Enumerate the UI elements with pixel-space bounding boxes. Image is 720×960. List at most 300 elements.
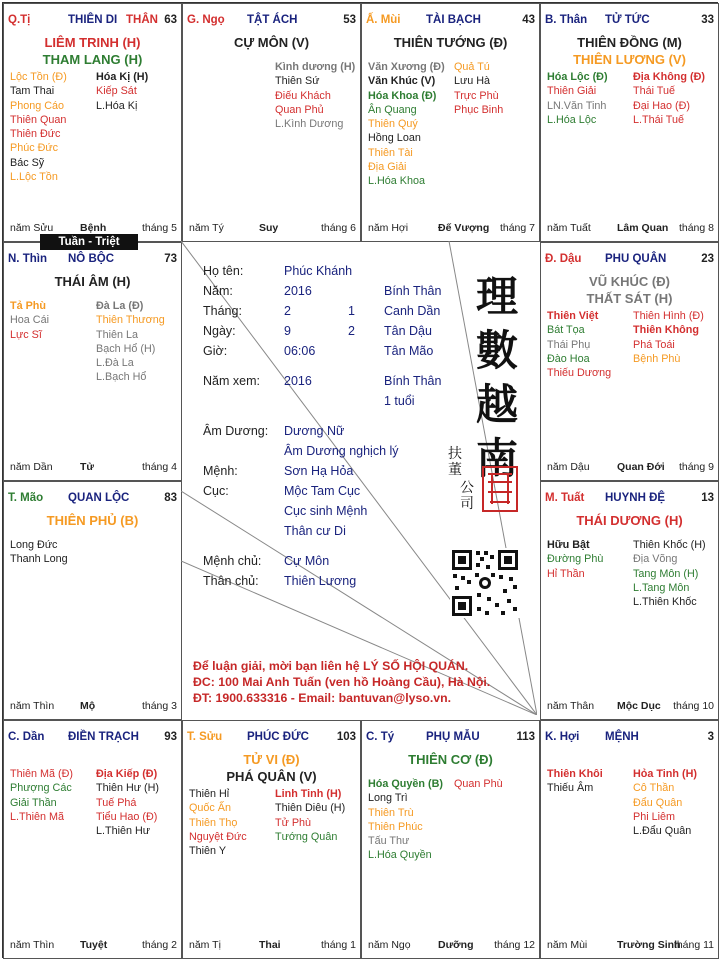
footer-month: tháng 7 <box>499 222 535 234</box>
minor-star: Hóa Khoa (Đ) <box>368 89 437 102</box>
palace-name: ĐIỀN TRẠCH <box>68 731 139 743</box>
minor-star: Thiếu Âm <box>547 782 594 795</box>
footer-phase: Quan Đới <box>617 461 665 473</box>
palace-cell[interactable] <box>540 720 719 959</box>
value-ngay-can: Tân Dậu <box>384 324 432 338</box>
palace-can-chi: Q.Tị <box>8 14 31 26</box>
minor-stars-left <box>368 777 443 863</box>
minor-star: Phúc Đức <box>10 142 59 155</box>
footer-phase: Lâm Quan <box>617 222 669 234</box>
footer-month: tháng 12 <box>494 939 535 951</box>
minor-star: Tiểu Hao (Đ) <box>96 810 158 823</box>
palace-name: MỆNH <box>605 731 639 743</box>
contact-line-1: Để luận giải, mời bạn liên hệ LÝ SỐ HỘI QUÁN. <box>193 659 469 673</box>
label-cuc: Cục: <box>203 484 229 498</box>
palace-number: 103 <box>336 731 356 743</box>
minor-star: Thiên Thương <box>96 314 165 327</box>
palace-footer <box>10 461 177 474</box>
minor-star: Hoa Cái <box>10 314 50 327</box>
minor-stars-right <box>96 70 148 113</box>
main-stars <box>362 751 539 768</box>
minor-star: Thiên Việt <box>547 310 599 322</box>
minor-star: Thiên Không <box>633 324 699 337</box>
palace-cell[interactable] <box>3 720 182 959</box>
minor-star: L.Thiên Hư <box>96 825 151 838</box>
palace-header <box>545 14 714 28</box>
main-stars <box>4 34 181 68</box>
minor-star: Hồng Loan <box>368 132 421 145</box>
footer-phase: Mộc Dục <box>617 700 661 712</box>
minor-star: Kiếp Sát <box>96 85 137 98</box>
minor-star: Phục Binh <box>454 103 504 116</box>
value-menh-chu: Cự Môn <box>284 554 330 568</box>
value-than-chu: Thiên Lương <box>284 574 357 588</box>
main-star: THIÊN LƯƠNG (V) <box>573 52 686 67</box>
minor-star: Đường Phù <box>547 553 604 566</box>
minor-star: Thiên Đức <box>10 128 61 141</box>
minor-star: Thiên Hư (H) <box>96 782 160 795</box>
minor-star: Bệnh Phù <box>633 352 681 365</box>
palace-can-chi: Ấ. Mùi <box>366 14 401 26</box>
palace-footer <box>368 939 535 952</box>
main-stars <box>541 34 718 68</box>
minor-star: L.Đẩu Quân <box>633 825 692 838</box>
palace-number: 83 <box>164 492 177 504</box>
value-nam: 2016 <box>284 284 312 298</box>
palace-cell[interactable] <box>182 3 361 242</box>
palace-footer <box>189 222 356 235</box>
main-star: CỰ MÔN (V) <box>233 35 310 50</box>
palace-number: 73 <box>164 253 177 265</box>
minor-star: Thiên Sứ <box>275 75 320 88</box>
value-cuc-2: Cục sinh Mệnh <box>284 504 368 518</box>
main-star: VŨ KHÚC (Đ) <box>589 274 670 289</box>
footer-month: tháng 2 <box>141 939 177 951</box>
minor-stars-left <box>368 60 445 189</box>
minor-star: Long Đức <box>10 539 58 551</box>
minor-stars-right <box>633 70 705 127</box>
minor-stars-left <box>547 767 603 796</box>
calligraphy-char: 南 <box>475 434 518 483</box>
palace-number: 113 <box>516 731 535 743</box>
palace-name: HUYNH ĐỆ <box>605 492 666 504</box>
main-star: THAM LANG (H) <box>42 52 143 67</box>
value-nam-can: Bính Thân <box>384 284 442 298</box>
calligraphy-char: 理 <box>475 272 518 321</box>
palace-header <box>187 14 356 28</box>
value-nam-xem: 2016 <box>284 374 312 388</box>
value-cuc: Mộc Tam Cục <box>284 484 361 498</box>
minor-star: Địa Võng <box>633 553 678 566</box>
palace-header <box>8 492 177 506</box>
palace-number: 33 <box>701 14 714 26</box>
qr-code-icon[interactable] <box>450 548 520 618</box>
palace-header <box>8 731 177 745</box>
palace-number: 43 <box>522 14 535 26</box>
minor-star: Văn Khúc (V) <box>368 75 436 88</box>
main-stars <box>183 34 360 51</box>
minor-star: L.Kình Dương <box>275 118 344 131</box>
minor-star: Thiên Diêu (H) <box>275 802 346 815</box>
value-thang: 2 <box>284 304 291 318</box>
minor-stars-left <box>10 299 49 342</box>
palace-can-chi: C. Tý <box>366 731 395 743</box>
minor-star: Hỏa Tinh (H) <box>633 768 697 780</box>
main-star: THÁI DƯƠNG (H) <box>576 513 683 528</box>
minor-star: Lực Sĩ <box>10 328 42 341</box>
label-ho-ten: Họ tên: <box>203 264 244 278</box>
minor-star: Thái Tuế <box>633 85 676 98</box>
footer-month: tháng 4 <box>141 461 177 473</box>
palace-number: 63 <box>164 14 177 26</box>
footer-phase: Suy <box>259 222 279 234</box>
minor-star: L.Tang Môn <box>633 581 690 594</box>
minor-star: Thiên Hỉ <box>189 788 230 800</box>
calligraphy-small-2 <box>460 480 476 512</box>
minor-star: L.Lộc Tồn <box>10 171 58 184</box>
palace-footer <box>10 700 177 713</box>
value-ngay: 9 <box>284 324 291 338</box>
palace-name: TỬ TỨC <box>605 14 650 26</box>
minor-star: Đào Hoa <box>547 352 590 365</box>
footer-year: năm Thìn <box>10 700 55 712</box>
minor-stars-left <box>547 70 608 127</box>
label-nam: Năm: <box>203 284 233 298</box>
minor-star: Hóa Lộc (Đ) <box>547 71 608 83</box>
palace-name: PHÚC ĐỨC <box>247 731 309 743</box>
minor-star: Tang Môn (H) <box>633 567 699 580</box>
minor-stars-right <box>633 309 704 366</box>
palace-header <box>8 14 177 28</box>
palace-footer <box>368 222 535 235</box>
palace-name: PHỤ MẪU <box>426 731 480 743</box>
footer-year: năm Dần <box>10 461 53 473</box>
minor-stars-right <box>275 787 345 844</box>
minor-stars-left <box>547 309 611 380</box>
footer-month: tháng 1 <box>320 939 356 951</box>
minor-star: Hữu Bật <box>547 539 590 551</box>
palace-footer <box>10 939 177 952</box>
tuan-triet-badge: Tuần - Triệt <box>40 234 138 250</box>
footer-phase: Thai <box>259 939 281 951</box>
main-star: THIÊN PHỦ (B) <box>46 513 139 528</box>
minor-stars-right <box>96 767 159 838</box>
palace-number: 13 <box>701 492 714 504</box>
main-star: THIÊN ĐỒNG (M) <box>577 35 682 50</box>
palace-cell[interactable] <box>182 720 361 959</box>
label-am-duong: Âm Dương: <box>203 424 269 438</box>
calligraphy-small-char: 司 <box>460 496 474 512</box>
minor-star: Cô Thần <box>633 782 675 795</box>
main-stars <box>4 273 181 290</box>
minor-star: Quan Phủ <box>275 103 324 116</box>
main-stars <box>4 512 181 529</box>
footer-year: năm Thìn <box>10 939 55 951</box>
minor-star: Thiên Khốc (H) <box>633 539 706 551</box>
minor-stars-right <box>633 767 697 838</box>
minor-star: L.Hóa Lộc <box>547 113 597 126</box>
palace-header <box>187 731 356 745</box>
value-am-duong-2: Âm Dương nghịch lý <box>284 444 399 458</box>
minor-star: Phong Cáo <box>10 99 65 112</box>
minor-star: Hỉ Thần <box>547 567 585 580</box>
calligraphy-title <box>464 270 530 486</box>
palace-can-chi: Đ. Dậu <box>545 253 582 265</box>
main-star: THIÊN TƯỚNG (Đ) <box>393 35 508 50</box>
palace-cell[interactable] <box>540 242 719 481</box>
footer-phase: Tử <box>80 461 95 473</box>
footer-phase: Dưỡng <box>438 939 474 951</box>
contact-line-2: ĐC: 100 Mai Anh Tuấn (ven hồ Hoàng Cầu), Hà Nội. <box>193 675 491 689</box>
label-thang: Tháng: <box>203 304 242 318</box>
minor-star: Thiên Giải <box>547 85 597 98</box>
palace-can-chi: B. Thân <box>545 14 588 26</box>
minor-star: Trực Phù <box>454 89 499 102</box>
calligraphy-char: 越 <box>475 380 518 429</box>
minor-star: L.Thiên Mã <box>10 810 65 823</box>
minor-star: Tấu Thư <box>368 835 410 848</box>
palace-header <box>366 731 535 745</box>
minor-star: Lưu Hà <box>454 75 491 88</box>
label-gio: Giờ: <box>203 344 228 358</box>
minor-stars-right <box>454 777 503 791</box>
palace-name: QUAN LỘC <box>68 492 130 504</box>
palace-name: TÀI BẠCH <box>426 14 481 26</box>
label-nam-xem: Năm xem: <box>203 374 260 388</box>
minor-star: Thiên Trù <box>368 806 414 819</box>
main-star: THÁI ÂM (H) <box>54 274 131 289</box>
main-star: THẤT SÁT (H) <box>586 291 673 306</box>
palace-name: THIÊN DI <box>68 14 118 26</box>
minor-stars-left <box>10 767 73 824</box>
palace-cell[interactable] <box>361 720 540 959</box>
footer-year: năm Hợi <box>368 222 409 234</box>
palace-cell[interactable] <box>540 3 719 242</box>
label-menh: Mệnh: <box>203 464 238 478</box>
minor-star: Thiên Phúc <box>368 820 423 833</box>
minor-star: Linh Tinh (H) <box>275 788 342 800</box>
value-gio-can: Tân Mão <box>384 344 434 358</box>
footer-month: tháng 11 <box>673 939 714 951</box>
minor-star: Thiên Thọ <box>189 816 238 829</box>
minor-star: Đại Hao (Đ) <box>633 99 690 112</box>
palace-number: 3 <box>707 731 714 743</box>
minor-star: Phượng Các <box>10 782 72 795</box>
minor-star: Thiên Mã (Đ) <box>10 768 73 780</box>
footer-month: tháng 6 <box>320 222 356 234</box>
minor-star: Thiên Khôi <box>547 768 603 780</box>
palace-footer <box>547 222 714 235</box>
palace-footer <box>189 939 356 952</box>
footer-month: tháng 10 <box>673 700 714 712</box>
palace-header <box>545 253 714 267</box>
footer-phase: Trường Sinh <box>617 939 681 951</box>
value-thang-can: Canh Dần <box>384 304 441 318</box>
calligraphy-char: 數 <box>475 326 518 375</box>
minor-star: Tam Thai <box>10 85 55 98</box>
minor-star: Tử Phù <box>275 816 312 829</box>
palace-cell[interactable] <box>3 3 182 242</box>
minor-star: Đà La (Đ) <box>96 300 144 312</box>
footer-year: năm Mùi <box>547 939 588 951</box>
minor-star: Phá Toái <box>633 338 675 351</box>
footer-month: tháng 3 <box>141 700 177 712</box>
minor-stars-left <box>189 787 247 858</box>
minor-star: L.Hóa Kị <box>96 99 138 112</box>
minor-star: L.Đà La <box>96 357 134 370</box>
palace-footer <box>547 461 714 474</box>
minor-star: Thiên Y <box>189 845 227 858</box>
value-menh: Sơn Hạ Hỏa <box>284 464 354 478</box>
minor-stars-left <box>547 538 603 581</box>
minor-star: L.Hóa Khoa <box>368 175 426 188</box>
minor-star: Tả Phù <box>10 300 46 312</box>
minor-stars-right <box>633 538 706 609</box>
footer-phase: Tuyệt <box>80 939 108 951</box>
minor-star: Điếu Khách <box>275 89 331 102</box>
palace-can-chi: T. Sửu <box>187 731 223 743</box>
palace-cell[interactable] <box>3 481 182 720</box>
calligraphy-small-char: 公 <box>460 480 474 496</box>
palace-footer <box>547 700 714 713</box>
minor-star: Kình dương (H) <box>275 61 356 73</box>
palace-can-chi: G. Ngọ <box>187 14 225 26</box>
minor-star: Hóa Kị (H) <box>96 71 149 83</box>
minor-star: Thiên Quý <box>368 118 418 131</box>
minor-stars-left <box>10 70 67 184</box>
calligraphy-small-char: 扶 <box>448 446 462 462</box>
footer-year: năm Sửu <box>10 222 54 234</box>
main-stars <box>541 512 718 529</box>
minor-star: L.Bạch Hổ <box>96 371 147 384</box>
minor-star: Thiên Hình (Đ) <box>633 310 704 322</box>
minor-star: Nguyệt Đức <box>189 830 247 843</box>
calligraphy-small-1 <box>448 446 464 478</box>
main-star: THIÊN CƠ (Đ) <box>408 752 493 767</box>
minor-star: Phi Liêm <box>633 810 676 823</box>
palace-name: TẬT ÁCH <box>247 14 298 26</box>
footer-year: năm Tý <box>189 222 224 234</box>
palace-footer <box>547 939 714 952</box>
palace-number: 93 <box>164 731 177 743</box>
minor-star: Thiếu Dương <box>547 367 612 380</box>
minor-star: Ân Quang <box>368 103 417 116</box>
palace-header <box>545 731 714 745</box>
calligraphy-small-char: 董 <box>448 462 462 478</box>
minor-star: Lộc Tồn (Đ) <box>10 71 67 83</box>
palace-header <box>8 253 177 267</box>
main-stars <box>362 34 539 51</box>
palace-name: NÔ BỘC <box>68 253 114 265</box>
minor-star: L.Thái Tuế <box>633 113 685 126</box>
label-than-chu: Thân chủ: <box>203 574 259 588</box>
palace-can-chi: T. Mão <box>8 492 44 504</box>
minor-star: Địa Không (Đ) <box>633 71 705 83</box>
footer-phase: Đế Vượng <box>438 222 490 234</box>
main-star: PHÁ QUÂN (V) <box>226 769 317 784</box>
minor-star: Đẩu Quân <box>633 796 683 809</box>
footer-phase: Bệnh <box>80 222 107 234</box>
minor-stars-right <box>96 299 165 385</box>
minor-star: Địa Kiếp (Đ) <box>96 768 158 780</box>
minor-star: Bát Tọa <box>547 324 585 337</box>
value-cuc-3: Thân cư Di <box>284 524 346 538</box>
palace-header <box>545 492 714 506</box>
palace-can-chi: N. Thìn <box>8 253 47 265</box>
palace-can-chi: K. Hợi <box>545 731 580 743</box>
minor-star: Bác Sỹ <box>10 156 45 169</box>
label-menh-chu: Mệnh chủ: <box>203 554 262 568</box>
minor-stars-right <box>454 60 503 117</box>
minor-star: Giải Thần <box>10 796 57 809</box>
minor-star: L.Hóa Quyền <box>368 849 432 862</box>
palace-name: PHU QUÂN <box>605 253 667 265</box>
value-ngay-am: 2 <box>348 324 355 338</box>
footer-month: tháng 9 <box>678 461 714 473</box>
value-ho-ten: Phúc Khánh <box>284 264 353 278</box>
value-thang-am: 1 <box>348 304 355 318</box>
footer-year: năm Thân <box>547 700 595 712</box>
main-star: TỬ VI (Đ) <box>243 752 300 767</box>
palace-can-chi: M. Tuất <box>545 492 585 504</box>
palace-extra: THÂN <box>126 14 158 26</box>
value-tuoi: 1 tuổi <box>384 394 415 408</box>
footer-year: năm Tị <box>189 939 221 951</box>
minor-star: Bạch Hổ (H) <box>96 342 156 355</box>
minor-star: Long Trì <box>368 792 408 805</box>
value-am-duong: Dương Nữ <box>284 424 345 438</box>
footer-year: năm Dậu <box>547 461 590 473</box>
minor-stars-right <box>275 60 355 131</box>
minor-star: Thái Phụ <box>547 338 591 351</box>
minor-star: Thiên La <box>96 328 139 341</box>
main-stars <box>183 751 360 785</box>
footer-phase: Mộ <box>80 700 96 712</box>
minor-star: Thiên Quan <box>10 113 67 126</box>
red-seal-icon <box>482 466 518 512</box>
value-gio: 06:06 <box>284 344 316 358</box>
footer-month: tháng 8 <box>678 222 714 234</box>
palace-cell[interactable] <box>3 242 182 481</box>
minor-star: Thanh Long <box>10 553 68 566</box>
palace-header <box>366 14 535 28</box>
minor-star: L.Thiên Khốc <box>633 596 697 609</box>
palace-can-chi: C. Dần <box>8 731 45 743</box>
minor-star: Địa Giải <box>368 161 407 174</box>
footer-month: tháng 5 <box>141 222 177 234</box>
minor-star: Văn Xương (Đ) <box>368 61 445 73</box>
footer-year: năm Ngọ <box>368 939 411 951</box>
minor-star: Quan Phù <box>454 778 503 790</box>
main-stars <box>541 273 718 307</box>
palace-cell[interactable] <box>540 481 719 720</box>
minor-star: Tướng Quân <box>275 830 338 843</box>
value-nam-xem-can: Bính Thân <box>384 374 442 388</box>
label-ngay: Ngày: <box>203 324 236 338</box>
palace-number: 53 <box>343 14 356 26</box>
palace-cell[interactable] <box>361 3 540 242</box>
minor-star: Tuế Phá <box>96 796 137 809</box>
minor-star: LN.Văn Tinh <box>547 99 607 112</box>
minor-star: Quốc Ấn <box>189 802 232 815</box>
footer-year: năm Tuất <box>547 222 591 234</box>
minor-star: Thiên Tài <box>368 146 413 159</box>
contact-line-3: ĐT: 1900.633316 - Email: bantuvan@lyso.vn. <box>193 691 452 705</box>
palace-number: 23 <box>701 253 714 265</box>
minor-star: Quả Tú <box>454 61 490 73</box>
main-star: LIÊM TRINH (H) <box>44 35 141 50</box>
minor-star: Hóa Quyền (B) <box>368 778 443 790</box>
